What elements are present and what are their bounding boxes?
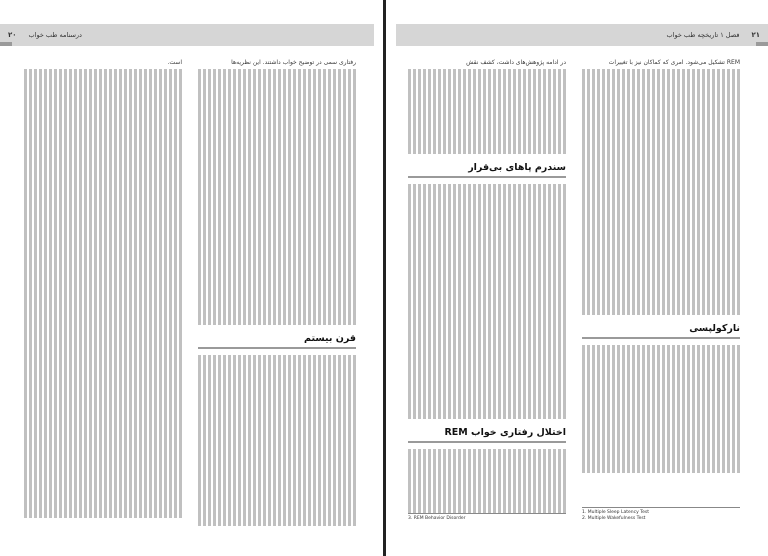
text-line-placeholder xyxy=(582,345,740,356)
text-line-placeholder xyxy=(408,248,566,259)
text-line-placeholder xyxy=(24,111,182,122)
text-line-placeholder xyxy=(24,507,182,518)
text-line-placeholder xyxy=(24,261,182,272)
text-line-placeholder xyxy=(24,229,182,240)
text-line-placeholder xyxy=(582,69,740,80)
text-line-placeholder xyxy=(198,197,356,208)
text-line-placeholder xyxy=(24,133,182,144)
text-line-placeholder xyxy=(24,475,182,486)
text-line-placeholder xyxy=(24,347,182,358)
text-line-placeholder xyxy=(408,280,566,291)
text-line-placeholder xyxy=(198,304,356,315)
text-line-placeholder xyxy=(198,366,356,377)
text-line-placeholder xyxy=(198,144,356,155)
text-line-placeholder xyxy=(24,165,182,176)
text-line-placeholder xyxy=(198,122,356,133)
text-line-placeholder xyxy=(582,366,740,377)
text-line-placeholder xyxy=(198,387,356,398)
text-line-placeholder xyxy=(24,208,182,219)
text-line-placeholder xyxy=(24,197,182,208)
text-line-placeholder xyxy=(582,409,740,420)
text-line-placeholder xyxy=(198,218,356,229)
text-line-placeholder xyxy=(408,460,566,471)
left-page-right-column xyxy=(198,58,356,526)
right-page-right-column xyxy=(582,58,740,473)
text-line-placeholder xyxy=(24,122,182,133)
text-line-placeholder xyxy=(408,90,566,101)
text-line-placeholder xyxy=(198,90,356,101)
text-line-placeholder xyxy=(582,250,740,261)
section-heading: سندرم پاهای بی‌قرار xyxy=(408,162,566,178)
text-line-placeholder xyxy=(198,79,356,90)
header-accent-bar xyxy=(756,42,768,46)
text-line-placeholder xyxy=(24,443,182,454)
running-title: درسنامه طب خواب xyxy=(28,31,82,39)
section-heading: نارکولپسی xyxy=(582,323,740,339)
text-line-placeholder xyxy=(408,133,566,144)
left-page-left-column xyxy=(24,58,182,518)
text-line-placeholder xyxy=(582,430,740,441)
text-line-placeholder xyxy=(408,69,566,80)
text-line-placeholder xyxy=(408,206,566,217)
text-line-placeholder xyxy=(582,441,740,452)
footnote: 3. REM Behavior Disorder xyxy=(408,516,466,521)
text-line-placeholder xyxy=(24,432,182,443)
text-line-placeholder xyxy=(198,282,356,293)
text-line-placeholder xyxy=(408,471,566,482)
text-line-placeholder xyxy=(24,379,182,390)
text-line-placeholder xyxy=(408,122,566,133)
text-line-placeholder xyxy=(582,144,740,155)
footnotes-right xyxy=(582,507,740,522)
text-line-placeholder xyxy=(582,111,740,122)
right-page-left-column xyxy=(408,58,566,513)
text-line-placeholder xyxy=(24,90,182,101)
text-line-placeholder xyxy=(582,398,740,409)
footnote: 2. Multiple Wakefulness Test xyxy=(582,516,646,521)
text-line-placeholder xyxy=(582,79,740,90)
text-line-placeholder xyxy=(24,315,182,326)
text-line-placeholder xyxy=(582,272,740,283)
text-line-placeholder xyxy=(24,325,182,336)
text-line-placeholder xyxy=(24,272,182,283)
text-line-placeholder xyxy=(408,355,566,366)
text-line-placeholder xyxy=(582,197,740,208)
text-line-placeholder xyxy=(24,186,182,197)
text-line-placeholder xyxy=(24,368,182,379)
text-line-placeholder xyxy=(408,184,566,195)
text-line-placeholder xyxy=(408,259,566,270)
text-line-placeholder xyxy=(198,462,356,473)
text-line-placeholder xyxy=(198,208,356,219)
text-line-placeholder xyxy=(198,516,356,527)
text-line-placeholder xyxy=(24,400,182,411)
text-line-placeholder xyxy=(408,503,566,514)
text-line-placeholder xyxy=(408,377,566,388)
text-line-placeholder xyxy=(408,398,566,409)
text-line-placeholder xyxy=(408,238,566,249)
text-line-placeholder xyxy=(24,250,182,261)
left-page-header xyxy=(0,24,374,46)
text-line-placeholder xyxy=(582,154,740,165)
text-line-placeholder xyxy=(582,377,740,388)
text-line-placeholder xyxy=(582,176,740,187)
text-line-placeholder xyxy=(198,473,356,484)
text-line-placeholder xyxy=(408,270,566,281)
text-line-placeholder xyxy=(198,250,356,261)
text-line-placeholder xyxy=(408,409,566,420)
text-line-placeholder xyxy=(582,293,740,304)
text-line-placeholder xyxy=(198,505,356,516)
text-line-placeholder xyxy=(24,496,182,507)
text-line-placeholder xyxy=(198,293,356,304)
text-line-placeholder xyxy=(408,302,566,313)
page-number: ۲۰ xyxy=(8,31,17,39)
text-line-placeholder xyxy=(24,411,182,422)
running-title: فصل ۱ تاریخچه طب خواب xyxy=(666,31,740,39)
text-line-placeholder xyxy=(24,79,182,90)
text-line-placeholder xyxy=(582,387,740,398)
section-heading: اختلال رفتاری خواب REM xyxy=(408,427,566,443)
text-line-placeholder xyxy=(408,227,566,238)
text-line-placeholder xyxy=(24,304,182,315)
text-line-placeholder xyxy=(408,449,566,460)
text-line-placeholder xyxy=(24,389,182,400)
text-line-placeholder xyxy=(582,462,740,473)
text-line-placeholder xyxy=(582,419,740,430)
text-line-placeholder xyxy=(408,481,566,492)
text-line: است. xyxy=(167,59,182,66)
text-line-placeholder xyxy=(24,464,182,475)
text-line: در ادامه پژوهش‌های داشت، کشف نقش xyxy=(466,59,566,66)
text-line-placeholder xyxy=(582,240,740,251)
text-line-placeholder xyxy=(24,176,182,187)
text-line-placeholder xyxy=(198,398,356,409)
text-line-placeholder xyxy=(408,345,566,356)
text-line-placeholder xyxy=(24,421,182,432)
text-line-placeholder xyxy=(24,101,182,112)
text-line-placeholder xyxy=(24,357,182,368)
text-line-placeholder xyxy=(582,90,740,101)
text-line-placeholder xyxy=(582,261,740,272)
text-line-placeholder xyxy=(24,144,182,155)
text-line-placeholder xyxy=(198,133,356,144)
text-line-placeholder xyxy=(198,483,356,494)
footnote: 1. Multiple Sleep Latency Test xyxy=(582,510,650,515)
text-line-placeholder xyxy=(408,111,566,122)
text-line-placeholder xyxy=(24,154,182,165)
text-line-placeholder xyxy=(408,144,566,155)
header-accent-bar xyxy=(0,42,12,46)
text-line-placeholder xyxy=(408,492,566,503)
text-line-placeholder xyxy=(24,282,182,293)
text-line-placeholder xyxy=(198,101,356,112)
text-line-placeholder xyxy=(582,133,740,144)
text-line-placeholder xyxy=(24,240,182,251)
page-number: ۲۱ xyxy=(751,31,760,39)
text-line-placeholder xyxy=(582,304,740,315)
text-line-placeholder xyxy=(198,451,356,462)
text-line-placeholder xyxy=(582,355,740,366)
right-page-header xyxy=(396,24,768,46)
footnotes-left xyxy=(408,513,566,522)
text-line-placeholder xyxy=(24,218,182,229)
text-line-placeholder xyxy=(198,419,356,430)
text-line-placeholder xyxy=(198,69,356,80)
text-line-placeholder xyxy=(408,387,566,398)
text-line-placeholder xyxy=(582,208,740,219)
text-line-placeholder xyxy=(198,409,356,420)
text-line-placeholder xyxy=(408,323,566,334)
text-line-placeholder xyxy=(408,195,566,206)
text-line-placeholder xyxy=(582,451,740,462)
text-line-placeholder xyxy=(198,154,356,165)
text-line-placeholder xyxy=(582,101,740,112)
text-line-placeholder xyxy=(408,366,566,377)
text-line-placeholder xyxy=(582,186,740,197)
text-line-placeholder xyxy=(408,101,566,112)
text-line-placeholder xyxy=(198,441,356,452)
text-line-placeholder xyxy=(582,282,740,293)
text-line-placeholder xyxy=(408,334,566,345)
text-line-placeholder xyxy=(582,165,740,176)
text-line-placeholder xyxy=(198,272,356,283)
text-line-placeholder xyxy=(198,494,356,505)
text-line-placeholder xyxy=(198,229,356,240)
text-line-placeholder xyxy=(24,69,182,80)
text-line-placeholder xyxy=(198,430,356,441)
text-line-placeholder xyxy=(198,240,356,251)
text-line-placeholder xyxy=(198,315,356,326)
text-line-placeholder xyxy=(24,293,182,304)
text-line-placeholder xyxy=(198,355,356,366)
text-line-placeholder xyxy=(198,186,356,197)
right-page xyxy=(386,0,768,556)
text-line-placeholder xyxy=(24,453,182,464)
text-line-placeholder xyxy=(408,79,566,90)
text-line-placeholder xyxy=(408,312,566,323)
text-line-placeholder xyxy=(408,216,566,227)
text-line-placeholder xyxy=(198,377,356,388)
text-line-placeholder xyxy=(198,176,356,187)
section-heading: قرن بیستم xyxy=(198,333,356,349)
text-line-placeholder xyxy=(582,122,740,133)
text-line-placeholder xyxy=(408,291,566,302)
text-line: رفتاری سمی در توضیح خواب داشتند. این نظریه‌ها xyxy=(231,59,356,66)
text-line-placeholder xyxy=(24,486,182,497)
text-line: REM تشکیل می‌شود. امری که کماکان نیز با تغییرات xyxy=(608,59,740,66)
text-line-placeholder xyxy=(198,261,356,272)
text-line-placeholder xyxy=(582,229,740,240)
text-line-placeholder xyxy=(582,218,740,229)
text-line-placeholder xyxy=(24,336,182,347)
text-line-placeholder xyxy=(198,165,356,176)
text-line-placeholder xyxy=(198,111,356,122)
